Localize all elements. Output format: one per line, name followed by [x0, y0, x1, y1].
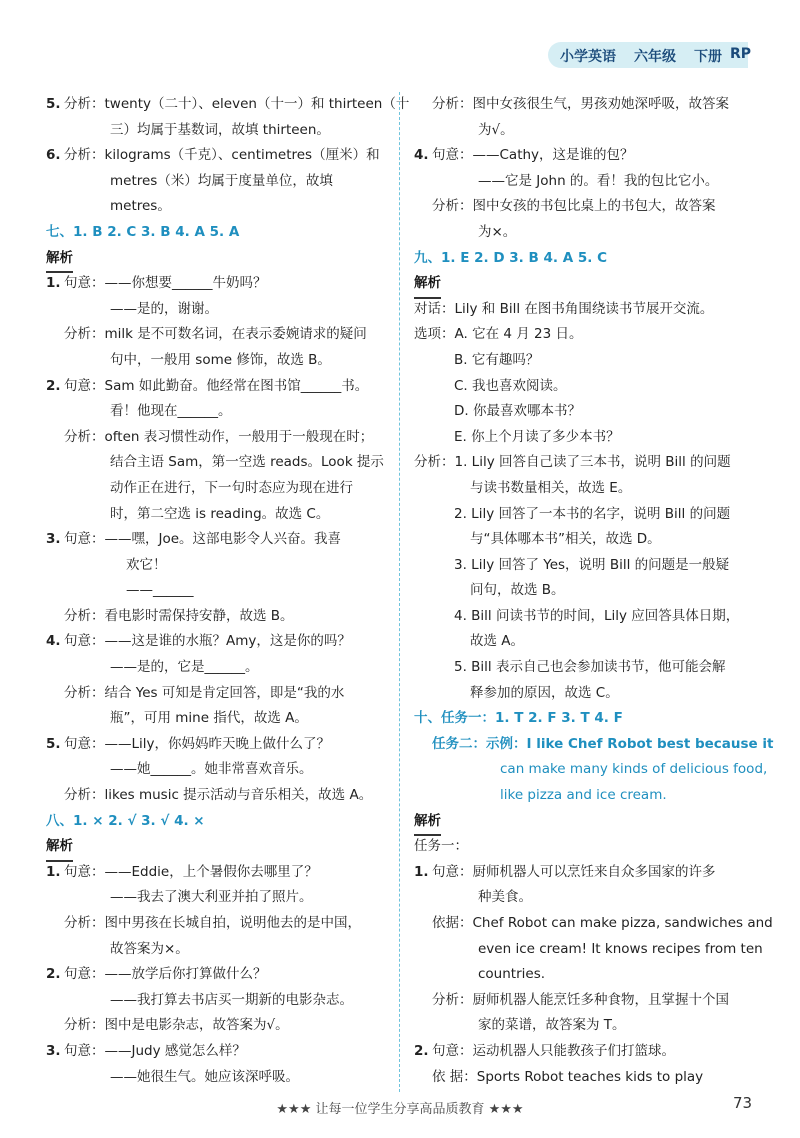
line-text: 欢它！ — [126, 556, 167, 573]
text-line — [414, 194, 764, 220]
item-number: 2. — [46, 966, 61, 983]
section-answer — [414, 706, 764, 732]
text-line — [46, 860, 386, 886]
line-text: 结合主语 Sam，第一空选 reads。Look 提示 — [110, 454, 384, 471]
line-text: 分析：图中男孩在长城自拍，说明他去的是中国， — [64, 915, 361, 931]
section-heading — [46, 834, 386, 860]
section-answer — [46, 220, 386, 246]
line-text: 与读书数量相关，故选 E。 — [470, 479, 632, 496]
text-line — [414, 1013, 764, 1039]
line-text: 解析 — [414, 809, 441, 837]
text-line — [46, 92, 410, 118]
line-text: 八、1. × 2. √ 3. √ 4. × — [46, 812, 205, 829]
line-text: 选项：A. 它在 4 月 23 日。 — [414, 326, 583, 343]
text-line — [414, 143, 764, 169]
text-line — [46, 502, 386, 528]
line-text: 句意：——Lily，你妈妈昨天晚上做什么了？ — [64, 735, 331, 752]
text-line — [414, 757, 768, 783]
text-line — [414, 425, 764, 451]
line-text: 种美食。 — [478, 889, 532, 906]
line-text: can make many kinds of delicious food, — [500, 761, 768, 778]
text-line — [414, 348, 764, 374]
line-text: 为×。 — [478, 223, 517, 240]
text-line — [46, 476, 386, 502]
line-text: even ice cream! It knows recipes from ten — [478, 940, 763, 957]
text-line — [46, 1013, 386, 1039]
item-number: 5. — [46, 96, 61, 112]
line-text: 九、1. E 2. D 3. B 4. A 5. C — [414, 249, 607, 266]
section-answer — [46, 809, 386, 835]
line-text: 分析：twenty（二十）、eleven（十一）和 thirteen（十 — [64, 96, 410, 112]
text-line — [414, 783, 764, 809]
text-line — [46, 962, 386, 988]
text-line — [414, 169, 764, 195]
text-line — [46, 450, 386, 476]
section-heading — [414, 271, 764, 297]
line-text: 动作正在进行，下一句时态应为现在进行 — [110, 479, 353, 496]
text-line — [414, 578, 764, 604]
line-text: ——是的，谢谢。 — [110, 300, 218, 317]
line-text: C. 我也喜欢阅读。 — [454, 377, 567, 394]
text-line — [46, 1065, 386, 1091]
line-text: 分析：结合 Yes 可知是肯定回答，即是“我的水 — [64, 684, 345, 701]
line-text: 为√。 — [478, 121, 514, 138]
item-number: 1. — [414, 863, 429, 880]
line-text: countries. — [478, 966, 546, 983]
text-line — [46, 297, 386, 323]
text-line — [414, 297, 764, 323]
section-answer — [414, 732, 774, 758]
line-text: 瓶”，可用 mine 指代，故选 A。 — [110, 710, 308, 727]
line-text: 分析：厨师机器人能烹饪多种食物，且掌握十个国 — [432, 991, 729, 1008]
line-text: ——她______。她非常喜欢音乐。 — [110, 761, 313, 778]
line-text: 分析：milk 是不可数名词，在表示委婉请求的疑问 — [64, 326, 367, 343]
text-line — [414, 629, 764, 655]
text-line — [46, 322, 386, 348]
text-line — [414, 885, 764, 911]
text-line — [414, 553, 764, 579]
line-text: 句意：运动机器人只能教孩子们打篮球。 — [432, 1042, 675, 1059]
item-number: 1. — [46, 275, 61, 292]
text-line — [414, 220, 764, 246]
line-text: 3. Lily 回答了 Yes，说明 Bill 的问题是一般疑 — [454, 556, 730, 573]
line-text: 对话：Lily 和 Bill 在图书角围绕读书节展开交流。 — [414, 300, 714, 317]
text-line — [414, 476, 764, 502]
line-text: 任务二：示例：I like Chef Robot best because it — [432, 735, 774, 752]
text-line — [414, 681, 764, 707]
text-line — [46, 271, 386, 297]
line-text: 故选 A。 — [470, 633, 525, 650]
text-line — [46, 118, 386, 144]
text-line — [414, 374, 764, 400]
text-line — [46, 911, 386, 937]
line-text: E. 你上个月读了多少本书？ — [454, 428, 620, 445]
item-number: 3. — [46, 1042, 61, 1059]
line-text: 故答案为×。 — [110, 940, 189, 957]
item-number: 5. — [46, 735, 61, 752]
text-line — [46, 655, 386, 681]
line-text: ——是的，它是______。 — [110, 659, 259, 676]
text-line — [46, 348, 386, 374]
line-text: 释参加的原因，故选 C。 — [470, 684, 619, 701]
text-line — [46, 374, 386, 400]
line-text: ——她很生气。她应该深呼吸。 — [110, 1068, 299, 1085]
subject-badge — [548, 42, 752, 68]
right-column — [414, 92, 774, 1090]
line-text: 分析：1. Lily 回答自己读了三本书，说明 Bill 的问题 — [414, 454, 731, 471]
text-line — [414, 322, 764, 348]
line-text: ——它是 John 的。看！我的包比它小。 — [478, 172, 719, 189]
text-line — [46, 143, 386, 169]
text-line — [46, 399, 386, 425]
section-heading — [414, 809, 764, 835]
text-line — [46, 681, 386, 707]
text-line — [46, 885, 386, 911]
line-text: 句意：Sam 如此勤奋。他经常在图书馆______书。 — [64, 377, 369, 394]
text-line — [46, 783, 386, 809]
line-text: 分析：often 表习惯性动作，一般用于一般现在时； — [64, 428, 374, 445]
line-text: 4. Bill 问读书节的时间，Lily 应回答具体日期， — [454, 607, 740, 624]
line-text: 分析：图中女孩很生气，男孩劝她深呼吸，故答案 — [432, 96, 729, 112]
text-line — [414, 1065, 764, 1091]
text-line — [46, 553, 386, 579]
text-line — [46, 937, 386, 963]
text-line — [414, 502, 764, 528]
text-line — [414, 988, 764, 1014]
text-line — [414, 655, 764, 681]
text-line — [46, 578, 386, 604]
text-line — [46, 988, 386, 1014]
left-column — [46, 92, 410, 1090]
line-text: 依 据：Sports Robot teaches kids to play — [432, 1068, 704, 1085]
line-text: metres。 — [110, 198, 171, 215]
item-number: 2. — [414, 1042, 429, 1059]
text-line — [46, 169, 386, 195]
badge-term: 下册 — [694, 49, 722, 65]
text-line — [414, 604, 764, 630]
line-text: ——______ — [126, 582, 194, 599]
item-number: 6. — [46, 147, 61, 164]
text-line — [414, 527, 764, 553]
text-line — [46, 757, 386, 783]
line-text: 与“具体哪本书”相关，故选 D。 — [470, 531, 661, 548]
line-text: ——我打算去书店买一期新的电影杂志。 — [110, 991, 353, 1008]
item-number: 4. — [46, 633, 61, 650]
line-text: 三）均属于基数词，故填 thirteen。 — [110, 121, 330, 138]
text-line — [414, 962, 764, 988]
text-line — [46, 604, 386, 630]
text-line — [46, 425, 386, 451]
line-text: 看！他现在______。 — [110, 403, 232, 420]
column-divider — [399, 92, 400, 1092]
line-text: D. 你最喜欢哪本书？ — [454, 403, 581, 420]
text-line — [414, 937, 764, 963]
line-text: 句意：——放学后你打算做什么？ — [64, 966, 267, 983]
line-text: 七、1. B 2. C 3. B 4. A 5. A — [46, 223, 240, 240]
text-line — [414, 911, 773, 937]
text-line — [46, 732, 386, 758]
text-line — [414, 450, 764, 476]
item-number: 1. — [46, 863, 61, 880]
page-number: 73 — [733, 1094, 753, 1112]
line-text: 分析：看电影时需保持安静，故选 B。 — [64, 607, 294, 624]
line-text: 解析 — [46, 834, 73, 862]
text-line — [46, 1039, 386, 1065]
text-line — [46, 194, 386, 220]
line-text: ——我去了澳大利亚并拍了照片。 — [110, 889, 313, 906]
line-text: 句意：——嘿，Joe。这部电影令人兴奋。我喜 — [64, 531, 342, 548]
line-text: 依据：Chef Robot can make pizza, sandwiches and — [432, 915, 773, 931]
section-answer — [414, 246, 764, 272]
line-text: like pizza and ice cream. — [500, 787, 667, 804]
badge-subject: 小学英语 — [560, 49, 616, 65]
line-text: 家的菜谱，故答案为 T。 — [478, 1017, 626, 1034]
item-number: 3. — [46, 531, 61, 548]
line-text: 句意：厨师机器人可以烹饪来自众多国家的许多 — [432, 863, 716, 880]
text-line — [414, 92, 764, 118]
text-line — [414, 860, 764, 886]
line-text: 分析：图中女孩的书包比桌上的书包大，故答案 — [432, 198, 716, 215]
item-number: 4. — [414, 147, 429, 164]
line-text: 5. Bill 表示自己也会参加读书节，他可能会解 — [454, 659, 726, 676]
text-line — [414, 834, 764, 860]
line-text: 句意：——你想要______牛奶吗？ — [64, 275, 267, 292]
text-line — [46, 629, 386, 655]
line-text: 解析 — [414, 271, 441, 299]
page-footer: ★★★ 让每一位学生分享高品质教育 ★★★ — [276, 1102, 524, 1117]
line-text: 问句，故选 B。 — [470, 582, 565, 599]
line-text: 句意：——Eddie，上个暑假你去哪里了？ — [64, 863, 318, 880]
line-text: 分析：图中是电影杂志，故答案为√。 — [64, 1017, 289, 1034]
line-text: metres（米）均属于度量单位，故填 — [110, 172, 333, 189]
text-line — [414, 118, 764, 144]
line-text: B. 它有趣吗？ — [454, 351, 540, 368]
text-line — [46, 706, 386, 732]
text-line — [414, 1039, 764, 1065]
line-text: 时，第二空选 is reading。故选 C。 — [110, 505, 330, 522]
text-line — [46, 527, 386, 553]
line-text: 解析 — [46, 246, 73, 274]
badge-grade: 六年级 — [634, 49, 676, 65]
section-heading — [46, 246, 386, 272]
line-text: 分析：likes music 提示活动与音乐相关，故选 A。 — [64, 787, 373, 804]
line-text: 句意：——Cathy，这是谁的包？ — [432, 147, 634, 164]
item-number: 2. — [46, 377, 61, 394]
line-text: 句意：——这是谁的水瓶？Amy，这是你的吗？ — [64, 633, 351, 650]
line-text: 2. Lily 回答了一本书的名字，说明 Bill 的问题 — [454, 505, 731, 522]
text-line — [414, 399, 764, 425]
line-text: 句中，一般用 some 修饰，故选 B。 — [110, 351, 331, 368]
badge-edition: RP — [730, 46, 752, 62]
line-text: 任务一： — [414, 838, 468, 855]
line-text: 分析：kilograms（千克）、centimetres（厘米）和 — [64, 147, 380, 164]
line-text: 句意：——Judy 感觉怎么样？ — [64, 1042, 246, 1059]
line-text: 十、任务一：1. T 2. F 3. T 4. F — [414, 710, 623, 727]
